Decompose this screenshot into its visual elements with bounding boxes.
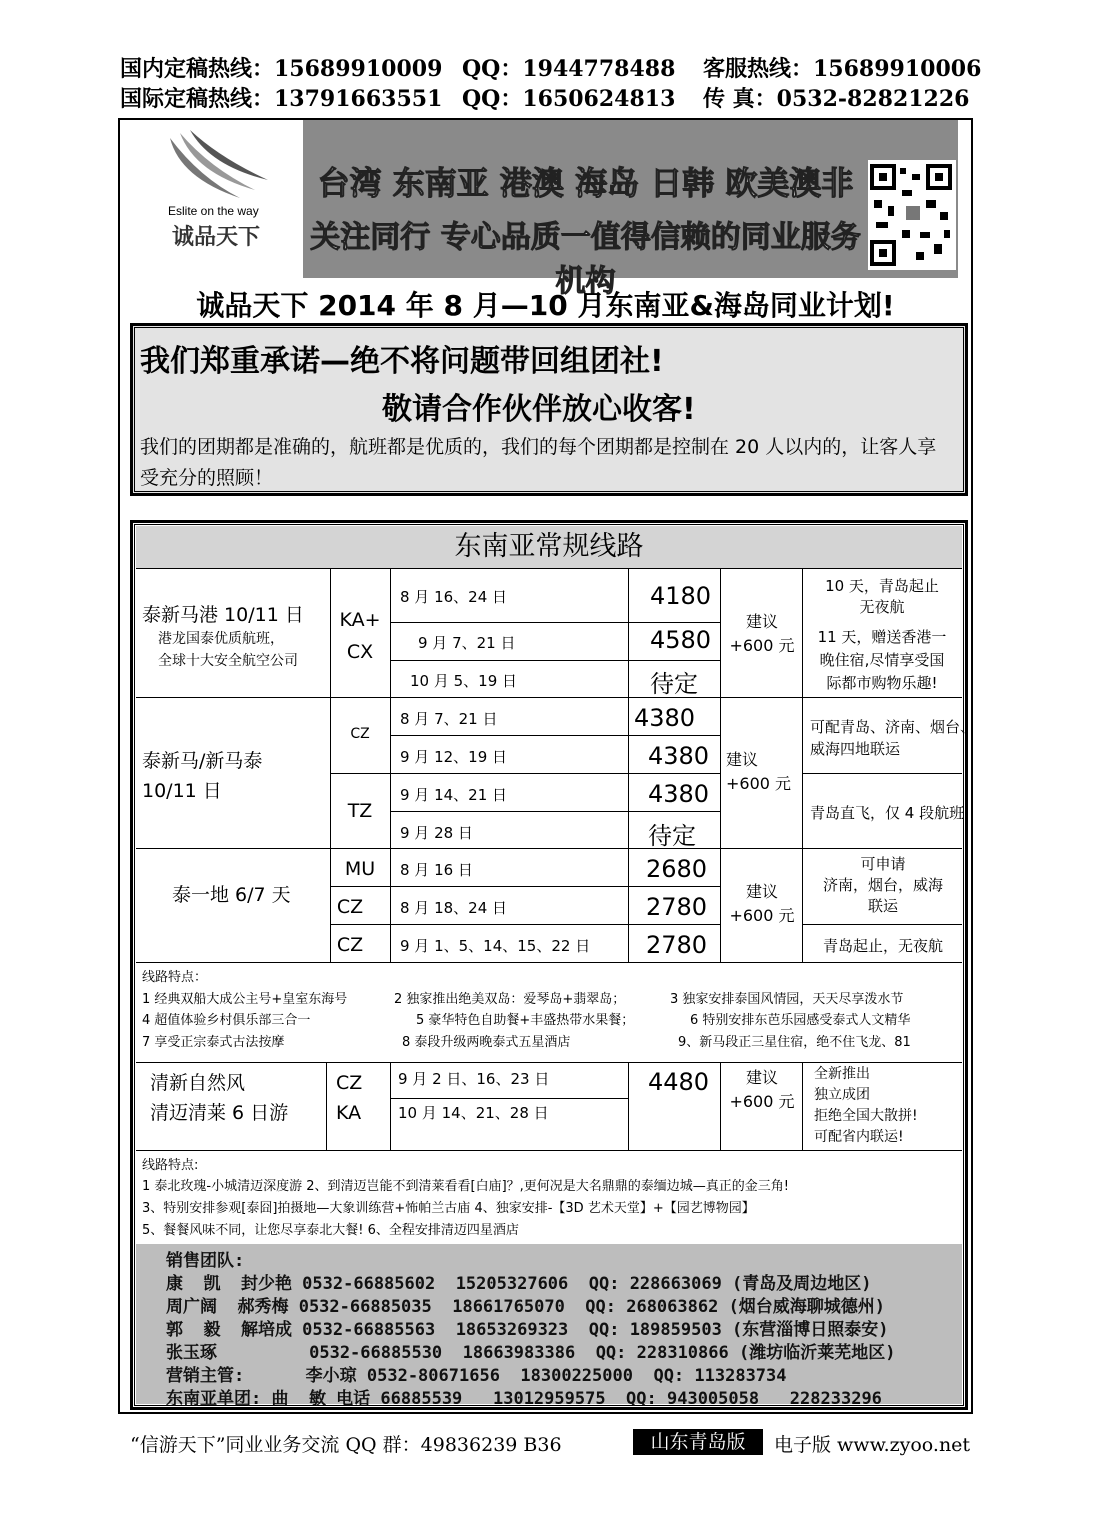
sales-title: 销售团队: (166, 1251, 245, 1271)
section-title: 东南亚常规线路 (136, 526, 962, 568)
feature-item: 6 特别安排东芭乐园感受泰式人文精华 (690, 1013, 911, 1028)
feature-item: 8 泰段升级两晚泰式五星酒店 (402, 1035, 571, 1050)
grid-line (390, 735, 720, 736)
route3-date: 8 月 16 日 (400, 861, 473, 879)
feature-item: 7 享受正宗泰式古法按摩 (142, 1035, 285, 1050)
sales-row: 东南亚单团: 曲 敏 电话 66885539 13012959575 QQ: 943005058 228233296 (166, 1389, 882, 1409)
route2-date: 9 月 28 日 (400, 824, 473, 842)
route1-name: 泰新马港 10/11 日 (142, 604, 304, 626)
grid-line (802, 773, 962, 774)
route3-note1: 可申请 济南，烟台，威海 联运 (822, 855, 943, 915)
sales-row: 营销主管: 李小琼 0532-80671656 18300225000 QQ: 113283734 (166, 1366, 787, 1386)
sales-row: 康 凯 封少艳 0532-66885602 15205327606 QQ: 228663069 (青岛及周边地区) (166, 1274, 872, 1294)
wings-logo-icon (150, 128, 290, 208)
feature-item: 3、特别安排参观[泰囧]拍摄地—大象训练营+怖帕兰古庙 4、独家安排-【3D 艺术天堂】+【园艺博物园】 (142, 1201, 755, 1216)
edition-badge: 山东青岛版 (633, 1429, 763, 1455)
route2-price: 4380 (634, 704, 696, 732)
grid-line (136, 962, 962, 963)
grid-line (720, 568, 721, 962)
feature-item: 5、餐餐风味不同，让您尽享泰北大餐! 6、全程安排清迈四星酒店 (142, 1223, 519, 1238)
logo-en: Eslite on the way (168, 204, 259, 218)
grid-line (390, 622, 720, 623)
route1-note2: 11 天，赠送香港一 晚住宿,尽情享受国 际都市购物乐趣! (817, 628, 947, 692)
qq-1: QQ：1944778488 (462, 56, 676, 82)
route3-suggest: 建议 +600 元 (729, 882, 795, 925)
sales-row: 周广阔 郝秀梅 0532-66885035 18661765070 QQ: 268063862 (烟台威海聊城德州) (166, 1297, 886, 1317)
feature-item: 4 超值体验乡村俱乐部三合一 (142, 1013, 311, 1028)
route1-date: 8 月 16、24 日 (400, 588, 508, 606)
sales-row: 张玉琢 0532-66885530 18663983386 QQ: 228310866 (潍坊临沂莱芜地区) (166, 1343, 896, 1363)
route1-sub1: 港龙国泰优质航班， (158, 631, 284, 647)
route2-note2: 青岛直飞，仅 4 段航班 (810, 804, 965, 822)
grid-line (330, 773, 720, 774)
route2-airline1: CZ (350, 726, 370, 742)
route1-airline: KA+ CX (339, 609, 381, 663)
route3-airline: CZ (336, 896, 364, 918)
route3-price: 2680 (646, 855, 708, 883)
logo (150, 128, 290, 253)
footer-website[interactable]: 电子版 www.zyoo.net (774, 1434, 971, 1456)
feature-item: 3 独家安排泰国风情园，天天尽享泼水节 (670, 992, 904, 1007)
footer-qq-group: “信游天下”同业业务交流 QQ 群：49836239 B36 (130, 1434, 562, 1456)
feature-item: 2 独家推出绝美双岛：爱琴岛+翡翠岛； (394, 992, 626, 1007)
route1-date: 10 月 5、19 日 (410, 672, 518, 690)
feature-item: 1 泰北玫瑰-小城清迈深度游 2、到清迈岂能不到清莱看看[白庙]？,更何况是大名鼎鼎的泰缅边城—真正的金三角! (142, 1179, 789, 1194)
route4-price: 4480 (648, 1068, 710, 1096)
grid-line (136, 1150, 962, 1151)
fax: 传 真：0532-82821226 (703, 86, 970, 112)
grid-line (136, 568, 962, 569)
features2-title: 线路特点: (142, 1158, 199, 1173)
route4-date2: 10 月 14、21、28 日 (398, 1104, 549, 1122)
route3-airline: CZ (336, 934, 364, 956)
grid-line (628, 1062, 629, 1150)
grid-line (802, 924, 962, 925)
route1-suggest: 建议 +600 元 (729, 612, 795, 655)
route2-suggest: 建议 +600 元 (726, 750, 792, 793)
route4-note: 全新推出 独立成团 拒绝全国大散拼! 可配省内联运! (814, 1066, 918, 1145)
route2-price: 4380 (648, 742, 710, 770)
route2-price: 4380 (648, 780, 710, 808)
qr-code-icon (868, 160, 956, 270)
domestic-hotline: 国内定稿热线：15689910009 (120, 56, 443, 82)
route3-price: 2780 (646, 931, 708, 959)
route3-date: 9 月 1、5、14、15、22 日 (400, 937, 591, 955)
grid-line (390, 811, 720, 812)
route1-date: 9 月 7、21 日 (418, 634, 516, 652)
route2-name: 泰新马/新马泰 10/11 日 (142, 750, 263, 802)
route4-suggest: 建议 +600 元 (729, 1068, 795, 1111)
banner-line1: 台湾 东南亚 港澳 海岛 日韩 欧美澳非 (317, 164, 854, 202)
route4-airline: CZ KA (336, 1072, 363, 1124)
route3-date: 8 月 18、24 日 (400, 899, 508, 917)
grid-line (326, 1062, 327, 1150)
logo-cn: 诚品天下 (172, 225, 261, 250)
route4-date1: 9 月 2 日、16、23 日 (398, 1070, 550, 1088)
promise-line1: 我们郑重承诺—绝不将问题带回组团社! (140, 344, 664, 379)
feature-item: 5 豪华特色自助餐+丰盛热带水果餐； (416, 1013, 635, 1028)
grid-line (802, 1062, 803, 1150)
feature-item: 9、新马段正三星住宿，绝不住飞龙、81 (678, 1035, 911, 1050)
intl-hotline: 国际定稿热线：13791663551 (120, 86, 443, 112)
grid-line (330, 924, 720, 925)
route2-date: 8 月 7、21 日 (400, 710, 498, 728)
route2-date: 9 月 12、19 日 (400, 748, 508, 766)
route1-price: 待定 (650, 670, 698, 698)
grid-line (390, 1062, 391, 1150)
grid-line (136, 848, 962, 849)
grid-line (330, 886, 720, 887)
features1-title: 线路特点： (142, 970, 208, 985)
grid-line (720, 1062, 721, 1150)
grid-line (390, 568, 391, 962)
route3-airline: MU (344, 858, 376, 880)
route1-price: 4580 (650, 626, 712, 654)
feature-item: 1 经典双船大成公主号+皇室东海号 (142, 992, 348, 1007)
sales-row: 郭 毅 解培成 0532-66885563 18653269323 QQ: 189859503 (东营淄博日照泰安) (166, 1320, 889, 1340)
qq-2: QQ：1650624813 (462, 86, 676, 112)
grid-line (136, 1062, 962, 1063)
route4-name2: 清迈清莱 6 日游 (150, 1102, 289, 1124)
route2-price: 待定 (648, 822, 696, 850)
route1-sub2: 全球十大安全航空公司 (158, 653, 298, 669)
route3-name: 泰一地 6/7 天 (172, 884, 291, 906)
page-title: 诚品天下 2014 年 8 月—10 月东南亚&海岛同业计划! (196, 289, 895, 322)
promise-line2: 敬请合作伙伴放心收客! (382, 392, 696, 427)
route3-note2: 青岛起止，无夜航 (822, 937, 943, 955)
grid-line (390, 1098, 628, 1099)
route2-airline2: TZ (347, 800, 373, 822)
grid-line (802, 568, 803, 962)
promise-body: 我们的团期都是准确的，航班都是优质的，我们的每个团期都是控制在 20 人以内的，让客人享受充分的照顾！ (140, 436, 937, 489)
route4-name1: 清新自然风 (150, 1072, 246, 1094)
grid-line (628, 568, 629, 962)
route2-note1: 可配青岛、济南、烟台、 威海四地联运 (810, 718, 976, 758)
banner-line2: 关注同行 专心品质一值得信赖的同业服务机构 (310, 220, 861, 299)
route1-price: 4180 (650, 582, 712, 610)
grid-line (136, 697, 962, 698)
route1-note1: 10 天，青岛起止 无夜航 (825, 577, 939, 616)
grid-line (390, 660, 720, 661)
route2-date: 9 月 14、21 日 (400, 786, 508, 804)
service-hotline: 客服热线：15689910006 (703, 56, 982, 82)
route3-price: 2780 (646, 893, 708, 921)
banner (303, 120, 958, 299)
